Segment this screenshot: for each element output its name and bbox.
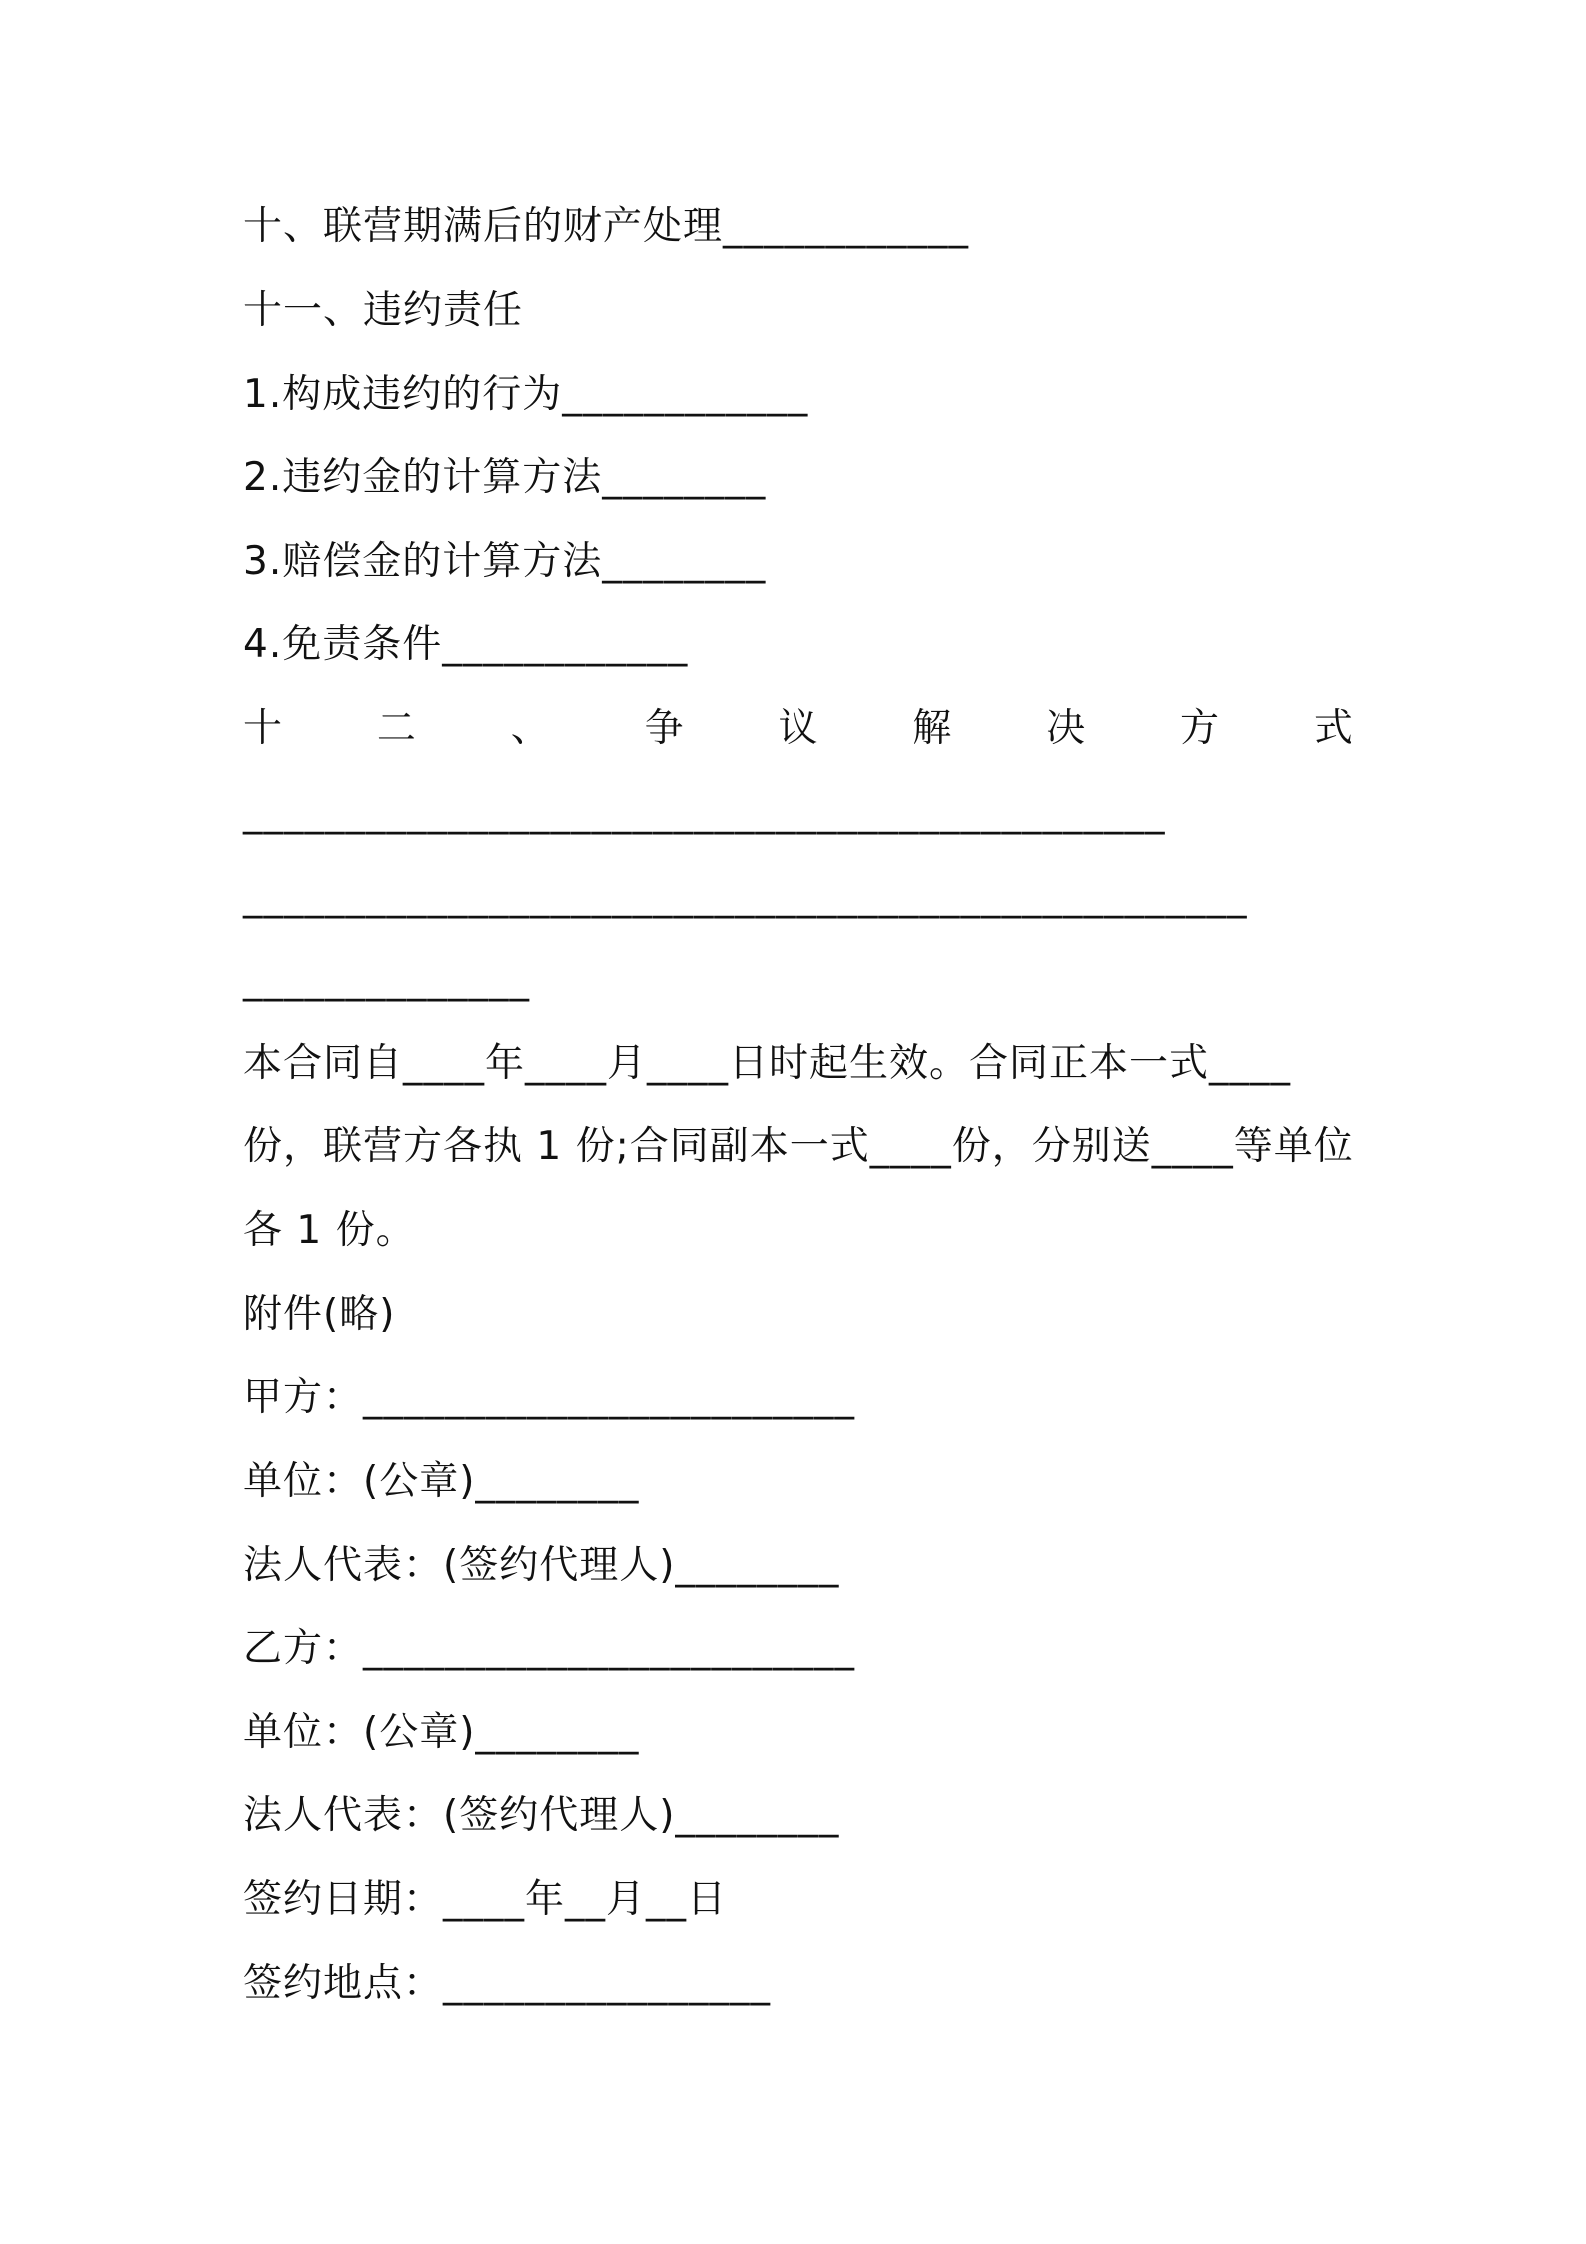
- dispute-blank-line-3: ______________: [243, 957, 530, 1002]
- signing-location: 签约地点：________________: [243, 1961, 772, 2006]
- heading-char: 式: [1313, 706, 1353, 751]
- effective-clause-line-1: 本合同自____年____月____日时起生效。合同正本一式____: [243, 1041, 1292, 1086]
- dispute-blank-line-2: _________________________________________________: [243, 874, 1248, 919]
- effective-clause-line-3: 各 1 份。: [243, 1208, 416, 1253]
- heading-char: 解: [912, 706, 952, 751]
- heading-char: 十: [243, 706, 283, 751]
- signing-date: 签约日期：____年__月__日: [243, 1877, 728, 1922]
- attachment-note: 附件(略): [243, 1292, 396, 1337]
- heading-char: 二: [376, 706, 416, 751]
- party-a-legal-rep: 法人代表：(签约代理人)________: [243, 1543, 840, 1588]
- section-ten-property-disposal: 十、联营期满后的财产处理____________: [243, 204, 970, 249]
- heading-char: 方: [1180, 706, 1220, 751]
- heading-char: 争: [644, 706, 684, 751]
- party-a-line: 甲方：________________________: [243, 1375, 856, 1420]
- party-b-line: 乙方：________________________: [243, 1626, 856, 1671]
- party-b-legal-rep: 法人代表：(签约代理人)________: [243, 1793, 840, 1838]
- exemption-conditions-line: 4.免责条件____________: [243, 622, 689, 667]
- party-a-unit-seal: 单位：(公章)________: [243, 1459, 640, 1504]
- penalty-calculation-line: 2.违约金的计算方法________: [243, 455, 767, 500]
- breach-behavior-line: 1.构成违约的行为____________: [243, 372, 809, 417]
- section-eleven-title: 十一、违约责任: [243, 288, 524, 333]
- effective-clause-line-2: 份，联营方各执 1 份;合同副本一式____份，分别送____等单位: [243, 1124, 1354, 1169]
- compensation-calculation-line: 3.赔偿金的计算方法________: [243, 539, 767, 584]
- heading-char: 决: [1046, 706, 1086, 751]
- heading-char: 议: [778, 706, 818, 751]
- heading-char: 、: [510, 706, 550, 751]
- dispute-blank-line-1: _____________________________________________: [243, 790, 1166, 835]
- section-twelve-title: [243, 704, 1353, 754]
- party-b-unit-seal: 单位：(公章)________: [243, 1710, 640, 1755]
